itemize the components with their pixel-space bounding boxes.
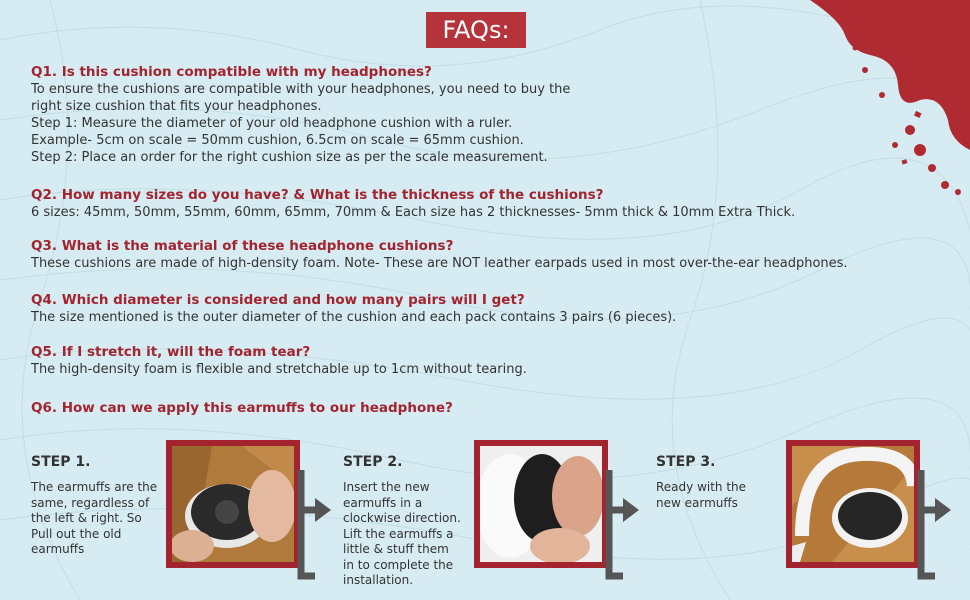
- faq-question: Q5. If I stretch it, will the foam tear?: [31, 344, 311, 360]
- faq-question: Q1. Is this cushion compatible with my headphones?: [31, 64, 432, 80]
- arrow-right-icon: [917, 470, 953, 588]
- step-text-line: the left & right. So: [31, 511, 142, 525]
- step-1-text: [31, 480, 161, 558]
- step-text-line: clockwise direction.: [343, 511, 461, 525]
- faq-question: Q3. What is the material of these headphone cushions?: [31, 238, 454, 254]
- step-2-title: STEP 2.: [343, 454, 403, 470]
- faq-question: Q6. How can we apply this earmuffs to our headphone?: [31, 400, 453, 416]
- step-text-line: same, regardless of: [31, 495, 150, 510]
- remove-earmuff-image: [172, 446, 294, 562]
- faq-answer-line: Step 2: Place an order for the right cushion size as per the scale measurement.: [31, 150, 548, 165]
- step-text-line: Pull out the old: [31, 526, 122, 541]
- step-text-line: in to complete the: [343, 557, 454, 572]
- arrow-right-icon: [605, 470, 641, 588]
- finished-headphone-image: [792, 446, 914, 562]
- faq-item-1: [31, 64, 911, 166]
- faq-item-5: [31, 344, 911, 378]
- faq-answer-line: right size cushion that fits your headphones.: [31, 99, 322, 114]
- faq-item-2: [31, 187, 911, 221]
- step-text-line: Lift the earmuffs a: [343, 526, 454, 541]
- faq-answer-line: Step 1: Measure the diameter of your old headphone cushion with a ruler.: [31, 116, 513, 131]
- arrow-right-icon: [297, 470, 333, 588]
- step-text-line: installation.: [343, 573, 414, 587]
- step-text-line: new earmuffs: [656, 495, 738, 510]
- faq-question: Q2. How many sizes do you have? & What is the thickness of the cushions?: [31, 187, 604, 203]
- step-text-line: earmuffs in a: [343, 495, 423, 510]
- insert-earmuff-image: [480, 446, 602, 562]
- faq-item-6: [31, 400, 911, 417]
- faq-item-3: [31, 238, 911, 272]
- step-2-text: [343, 480, 473, 589]
- faq-answer-line: These cushions are made of high-density foam. Note- These are NOT leather earpads used in most over-the-ear headphones.: [31, 256, 848, 271]
- step-3-title: STEP 3.: [656, 454, 716, 470]
- step-text-line: The earmuffs are the: [31, 480, 158, 494]
- faq-answer-line: Example- 5cm on scale = 50mm cushion, 6.5cm on scale = 65mm cushion.: [31, 133, 524, 148]
- faq-answer-line: The high-density foam is flexible and stretchable up to 1cm without tearing.: [31, 362, 527, 377]
- step-1-title: STEP 1.: [31, 454, 91, 470]
- faq-answer-line: The size mentioned is the outer diameter of the cushion and each pack contains 3 pairs (6 pieces).: [31, 310, 677, 325]
- step-text-line: little & stuff them: [343, 542, 449, 556]
- page-title: FAQs:: [426, 12, 526, 48]
- step-text-line: Ready with the: [656, 480, 747, 494]
- faq-item-4: [31, 292, 911, 326]
- step-3-photo: [786, 440, 920, 568]
- step-text-line: earmuffs: [31, 542, 85, 556]
- step-3-text: [656, 480, 786, 511]
- step-2-photo: [474, 440, 608, 568]
- step-1-photo: [166, 440, 300, 568]
- faq-answer-line: 6 sizes: 45mm, 50mm, 55mm, 60mm, 65mm, 70mm & Each size has 2 thicknesses- 5mm thick & 10mm Extra Thick.: [31, 205, 796, 220]
- faq-question: Q4. Which diameter is considered and how many pairs will I get?: [31, 292, 525, 308]
- faq-answer-line: To ensure the cushions are compatible with your headphones, you need to buy the: [31, 82, 571, 97]
- step-text-line: Insert the new: [343, 480, 430, 494]
